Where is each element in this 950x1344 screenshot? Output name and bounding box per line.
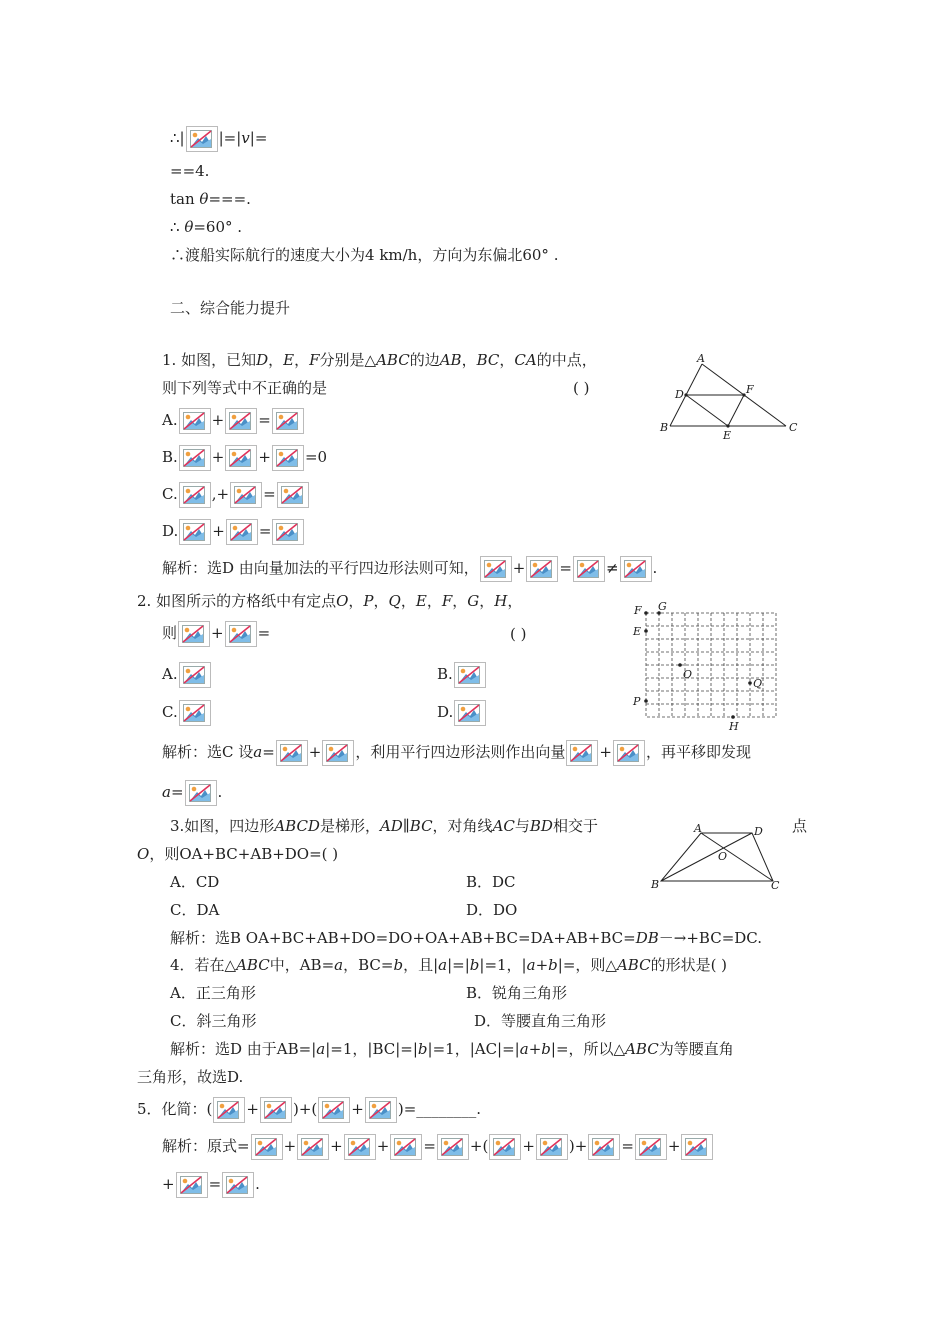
image-placeholder-icon [179, 445, 211, 471]
image-placeholder-icon [225, 408, 257, 434]
image-placeholder-icon [390, 1134, 422, 1160]
line-equals-four: ==4. [170, 162, 210, 180]
q2-answer-line2: a= . [162, 780, 222, 806]
image-placeholder-icon [454, 662, 486, 688]
label-F: F [746, 383, 754, 396]
image-placeholder-icon [272, 445, 304, 471]
label-F: F [634, 604, 642, 617]
image-placeholder-icon [230, 482, 262, 508]
line-conclusion: ∴渡船实际航行的速度大小为4 km/h，方向为东偏北60° . [170, 246, 559, 264]
q1-paren: ( ) [573, 379, 590, 397]
q3-option-a: A．CD [170, 873, 220, 891]
q2-option-a: A. [162, 662, 212, 688]
q3-option-b: B．DC [466, 873, 516, 891]
q2-stem-line1: 2. 如图所示的方格纸中有定点O，P，Q，E，F，G，H， [137, 592, 523, 610]
image-placeholder-icon [536, 1134, 568, 1160]
q1-answer: 解析：选D 由向量加法的平行四边形法则可知， + = ≠ . [162, 556, 657, 582]
label-Q: Q [753, 677, 763, 690]
q3-option-c: C．DA [170, 901, 220, 919]
image-placeholder-icon [297, 1134, 329, 1160]
image-placeholder-icon [251, 1134, 283, 1160]
line-magnitude: ∴| |=|v|= [170, 126, 267, 152]
label-C: C [771, 879, 780, 892]
line-tan: tan θ===. [170, 190, 251, 208]
label-E: E [723, 429, 732, 442]
label-E: E [633, 625, 642, 638]
label-O: O [683, 668, 693, 681]
q1-option-b: B. + + =0 [162, 445, 327, 471]
image-placeholder-icon [480, 556, 512, 582]
q2-option-c: C. [162, 700, 212, 726]
triangle-figure [655, 352, 805, 442]
q5-stem: 5．化简：( + )+( + )=________. [137, 1097, 481, 1123]
label-O: O [718, 850, 728, 863]
diagonal-BD [661, 833, 752, 881]
image-placeholder-icon [225, 445, 257, 471]
image-placeholder-icon [179, 519, 211, 545]
q2-answer: 解析：选C 设a= + ，利用平行四边形法则作出向量 + ，再平移即发现 [162, 740, 751, 766]
q4-answer-line2: 三角形，故选D. [137, 1068, 244, 1086]
image-placeholder-icon [213, 1097, 245, 1123]
q3-point: 点 [792, 817, 808, 835]
image-placeholder-icon [526, 556, 558, 582]
image-placeholder-icon [620, 556, 652, 582]
q1-option-a: A. + = [162, 408, 305, 434]
q1-stem-line1: 1. 如图，已知D，E，F分别是△ABC的边AB，BC，CA的中点， [162, 351, 597, 369]
image-placeholder-icon [179, 700, 211, 726]
image-placeholder-icon [226, 519, 258, 545]
q1-stem-line2: 则下列等式中不正确的是 [162, 379, 328, 397]
label-C: C [789, 421, 798, 434]
label-D: D [754, 825, 763, 838]
q4-stem: 4．若在△ABC中，AB=a，BC=b，且|a|=|b|=1，|a+b|=，则△ABC的形状是( ) [170, 956, 728, 974]
q2-stem-line2: 则 + = [162, 621, 270, 647]
line-theta: ∴ θ=60° . [170, 218, 243, 236]
image-placeholder-icon [277, 482, 309, 508]
q4-option-c: C．斜三角形 [170, 1012, 257, 1030]
edge-EF [728, 395, 744, 426]
image-placeholder-icon [222, 1172, 254, 1198]
image-placeholder-icon [454, 700, 486, 726]
label-A: A [697, 352, 705, 365]
q1-option-c: C. ,+ = [162, 482, 310, 508]
grid-figure [630, 600, 780, 735]
section-title: 二、综合能力提升 [170, 299, 291, 317]
image-placeholder-icon [344, 1134, 376, 1160]
q2-option-d: D. [437, 700, 487, 726]
image-placeholder-icon [260, 1097, 292, 1123]
q4-option-d: D．等腰直角三角形 [474, 1012, 607, 1030]
image-placeholder-icon [179, 482, 211, 508]
image-placeholder-icon [186, 126, 218, 152]
image-placeholder-icon [272, 519, 304, 545]
image-placeholder-icon [573, 556, 605, 582]
q4-option-a: A．正三角形 [170, 984, 256, 1002]
image-placeholder-icon [272, 408, 304, 434]
image-placeholder-icon [179, 662, 211, 688]
image-placeholder-icon [365, 1097, 397, 1123]
label-A: A [694, 822, 702, 835]
q3-stem-line1: 3.如图，四边形ABCD是梯形，AD∥BC，对角线AC与BD相交于 [170, 817, 598, 835]
q2-paren: ( ) [510, 625, 527, 643]
edge-DE [686, 395, 728, 426]
image-placeholder-icon [178, 621, 210, 647]
image-placeholder-icon [566, 740, 598, 766]
image-placeholder-icon [176, 1172, 208, 1198]
q3-stem-line2: O，则OA+BC+AB+DO=( ) [137, 845, 339, 863]
image-placeholder-icon [681, 1134, 713, 1160]
label-B: B [660, 421, 669, 434]
image-placeholder-icon [635, 1134, 667, 1160]
q4-answer: 解析：选D 由于AB=|a|=1，|BC|=|b|=1，|AC|=|a+b|=，所以△ABC为等腰直角 [170, 1040, 734, 1058]
label-D: D [675, 388, 684, 401]
image-placeholder-icon [322, 740, 354, 766]
image-placeholder-icon [276, 740, 308, 766]
label-H: H [729, 720, 739, 733]
label-G: G [658, 600, 667, 613]
q3-answer: 解析：选B OA+BC+AB+DO=DO+OA+AB+BC=DA+AB+BC=DB－→+BC=DC. [170, 929, 763, 947]
label-P: P [633, 695, 641, 708]
image-placeholder-icon [588, 1134, 620, 1160]
image-placeholder-icon [185, 780, 217, 806]
q5-answer: 解析：原式= + + + = +( + )+ = + [162, 1134, 714, 1160]
trapezoid-figure [645, 822, 790, 894]
image-placeholder-icon [318, 1097, 350, 1123]
image-placeholder-icon [179, 408, 211, 434]
q4-option-b: B．锐角三角形 [466, 984, 568, 1002]
label-B: B [651, 878, 660, 891]
q2-option-b: B. [437, 662, 487, 688]
image-placeholder-icon [225, 621, 257, 647]
q5-answer-line2: + = . [162, 1172, 260, 1198]
q1-option-d: D. + = [162, 519, 305, 545]
image-placeholder-icon [489, 1134, 521, 1160]
image-placeholder-icon [613, 740, 645, 766]
image-placeholder-icon [437, 1134, 469, 1160]
q3-option-d: D．DO [466, 901, 518, 919]
